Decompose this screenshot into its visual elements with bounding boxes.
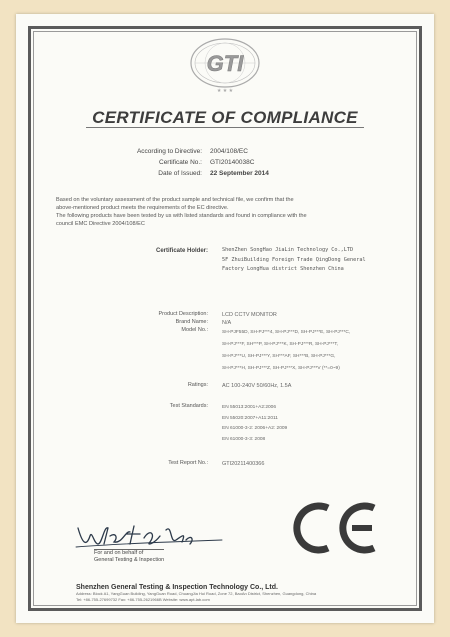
directive-label: According to Directive: [136,148,202,155]
title-rule [86,127,364,128]
model-line: SH-PJ***U, SH-PJ***Y, SH***AF, SH***B, SH-PJ***G, [222,354,336,359]
standard-line: EN 61000-3-3: 2008 [222,436,266,442]
ce-mark-text: CE [292,498,294,499]
holder-line: 5F ZhuiBuilding Foreign Trade QingDong General [222,256,366,263]
standard-line: EN 55020:2007+A11:2011 [222,415,278,421]
statement-line: above-mentioned product meets the requirements of the EC directive. [56,205,229,211]
standards-label: Test Standards: [169,403,208,409]
holder-label: Certificate Holder: [155,248,208,254]
product-value: LCD CCTV MONITOR [222,312,277,318]
signer-line: General Testing & Inspection [94,557,165,563]
svg-text:★ ★ ★: ★ ★ ★ [216,88,234,94]
certificate-title: CERTIFICATE OF COMPLIANCE [92,108,358,127]
issuer-address: Address: Block A1, YangGuan Building, YangGuan Road, ChuangJia Hui Road, Zone 72, BaoAn District, Shenzhen, Guangdong, China [76,591,317,596]
model-label: Model No.: [181,327,208,333]
brand-value: N/A [222,320,232,326]
report-label: Test Report No.: [168,460,208,466]
issuer-footer [76,584,394,603]
issuer-company: Shenzhen General Testing & Inspection Technology Co., Ltd. [76,584,278,591]
gti-logo [186,36,264,94]
model-list [222,327,350,375]
signature [74,514,224,554]
signer-block [94,549,164,564]
standard-line: EN 55013:2001+A2:2006 [222,405,277,410]
ratings-value: AC 100-240V 50/60Hz, 1.5A [222,383,292,389]
standard-line: EN 61000-3-2: 2006+A2: 2009 [222,426,288,431]
holder-line: Factory LongHua district Shenzhen China [222,266,344,272]
signer-line: For and on behalf of [94,549,164,557]
certificate-info [16,147,434,177]
date-value: 22 September 2014 [210,170,269,177]
cert-no-value: GTI20140038C [210,159,255,166]
product-label: Product Description: [158,311,208,317]
model-line: SH-PJ***F, SH***P, SH-PJ***K, SH-PJ***R, SH-PJ***T, [222,342,339,347]
statement-line: Based on the voluntary assessment of the product sample and technical file, we confirm that the [56,197,294,203]
cert-no-label: Certificate No.: [159,159,202,166]
issuer-contact: Tel: +86-755-27699732 Fax: +86-755-2621966B Website: www.apt-lab.com [76,597,210,602]
certificate-sheet [16,14,434,623]
ce-mark [292,498,382,558]
ratings-label: Ratings: [187,382,208,388]
logo-text: GTI [206,51,244,76]
date-label: Date of Issued: [158,170,202,177]
holder-line: ShenZhen SongHao JiaLin Technology Co.,LTD [222,247,354,253]
model-line: SH-PJF55D, SH-PJ***4, SH-PJ***D, SH-PJ***E, SH-PJ***C, [222,330,351,335]
statement-line: council EMC Directive 2004/108/EC [56,221,145,227]
report-value: GTI20211400366 [222,461,265,467]
compliance-statement [56,196,394,228]
brand-label: Brand Name: [175,319,208,325]
standards-list [222,403,287,445]
directive-value: 2004/108/EC [210,148,248,155]
statement-line: The following products have been tested by us with listed standards and found in compliance with the [56,213,307,219]
holder-info [222,246,366,275]
model-line: SH-PJ***H, SH-PJ***Z, SH-PJ***X, SH-PJ***V (**=0~9) [222,366,340,371]
